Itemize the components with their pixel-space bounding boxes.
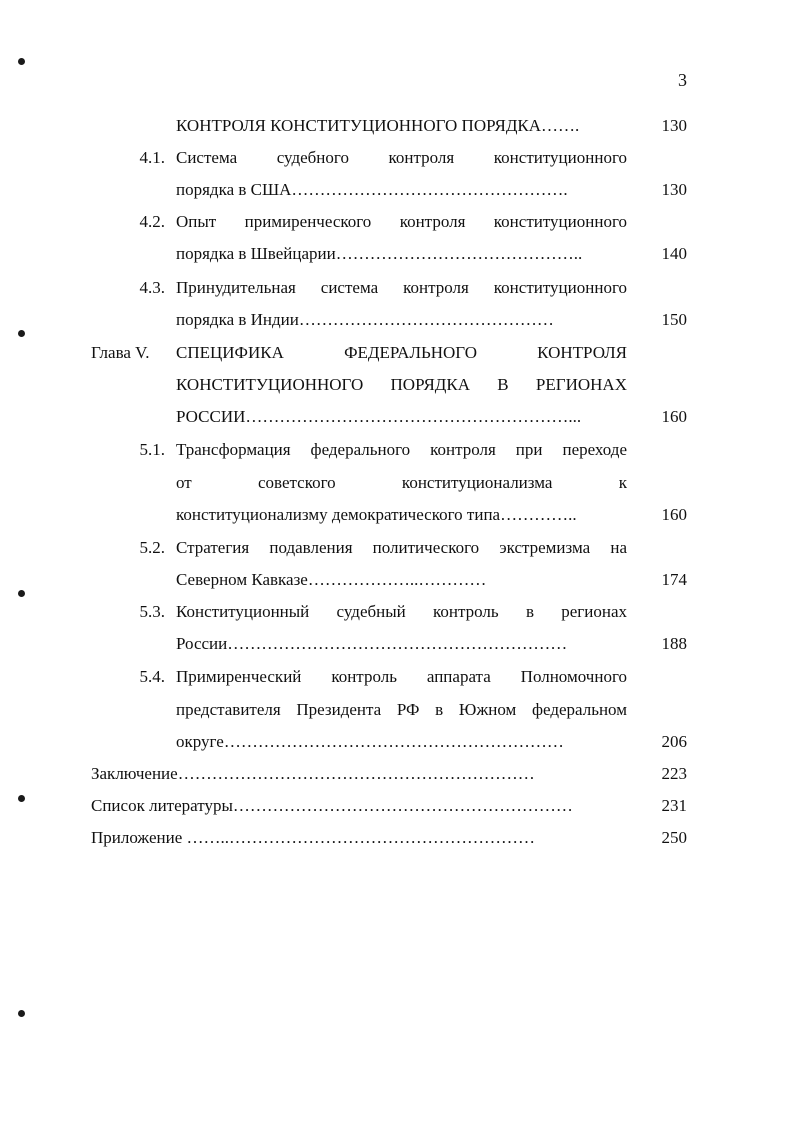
toc-entry-text: порядка в Индии……………………………………… — [176, 310, 554, 329]
toc-section-number: 5.1. — [139, 440, 165, 459]
toc-page-number: 174 — [661, 570, 687, 589]
toc-entry-text: Заключение……………………………………………………… — [91, 764, 535, 783]
toc-entry-text: России…………………………………………………… — [176, 634, 568, 653]
toc-entry-text: от советского конституционализма к — [176, 473, 627, 492]
toc-page-number: 250 — [661, 828, 687, 847]
toc-chapter-label: Глава V. — [91, 343, 150, 362]
toc-section-number: 4.1. — [139, 148, 165, 167]
toc-entry-text: Примиренческий контроль аппарата Полномочного — [176, 667, 627, 686]
toc-page-number: 231 — [661, 796, 687, 815]
toc-entry-text: Северном Кавказе………………..………… — [176, 570, 487, 589]
toc-entry-text: Трансформация федерального контроля при переходе — [176, 440, 627, 459]
toc-entry-text: КОНСТИТУЦИОННОГО ПОРЯДКА В РЕГИОНАХ — [176, 375, 627, 394]
toc-section-number: 5.2. — [139, 538, 165, 557]
toc-entry-text: Список литературы…………………………………………………… — [91, 796, 573, 815]
punch-hole-1 — [18, 58, 25, 65]
page-number: 3 — [678, 70, 687, 90]
toc-section-number: 4.2. — [139, 212, 165, 231]
toc-section-number: 4.3. — [139, 278, 165, 297]
toc-entry-text: Стратегия подавления политического экстремизма на — [176, 538, 627, 557]
toc-entry-text: Принудительная система контроля конституционного — [176, 278, 627, 297]
toc-entry-text: представителя Президента РФ в Южном федеральном — [176, 700, 627, 719]
punch-hole-3 — [18, 590, 25, 597]
toc-entry-text: РОССИИ…………………………………………………... — [176, 407, 582, 426]
toc-entry-text: КОНТРОЛЯ КОНСТИТУЦИОННОГО ПОРЯДКА……. — [176, 116, 580, 135]
toc-entry-text: Система судебного контроля конституционного — [176, 148, 627, 167]
toc-page-number: 223 — [661, 764, 687, 783]
toc-page-number: 140 — [661, 244, 687, 263]
toc-entry-text: конституционализму демократического типа………….. — [176, 505, 577, 524]
toc-page-number: 188 — [661, 634, 687, 653]
toc-page-number: 160 — [661, 407, 687, 426]
toc-entry-text: порядка в Швейцарии…………………………………….. — [176, 244, 583, 263]
toc-entry-text: Конституционный судебный контроль в регионах — [176, 602, 627, 621]
punch-hole-2 — [18, 330, 25, 337]
punch-hole-5 — [18, 1010, 25, 1017]
toc-page-number: 160 — [661, 505, 687, 524]
toc-entry-text: порядка в США…………………………………………. — [176, 180, 568, 199]
toc-entry-text: округе…………………………………………………… — [176, 732, 564, 751]
toc-section-number: 5.4. — [139, 667, 165, 686]
toc-page-number: 206 — [661, 732, 687, 751]
toc-entry-text: СПЕЦИФИКА ФЕДЕРАЛЬНОГО КОНТРОЛЯ — [176, 343, 627, 362]
toc-page-number: 130 — [661, 116, 687, 135]
toc-page-number: 130 — [661, 180, 687, 199]
toc-entry-text: Приложение ……..……………………………………………… — [91, 828, 535, 847]
punch-hole-4 — [18, 795, 25, 802]
toc-section-number: 5.3. — [139, 602, 165, 621]
toc-page-number: 150 — [661, 310, 687, 329]
toc-entry-text: Опыт примиренческого контроля конституционного — [176, 212, 627, 231]
